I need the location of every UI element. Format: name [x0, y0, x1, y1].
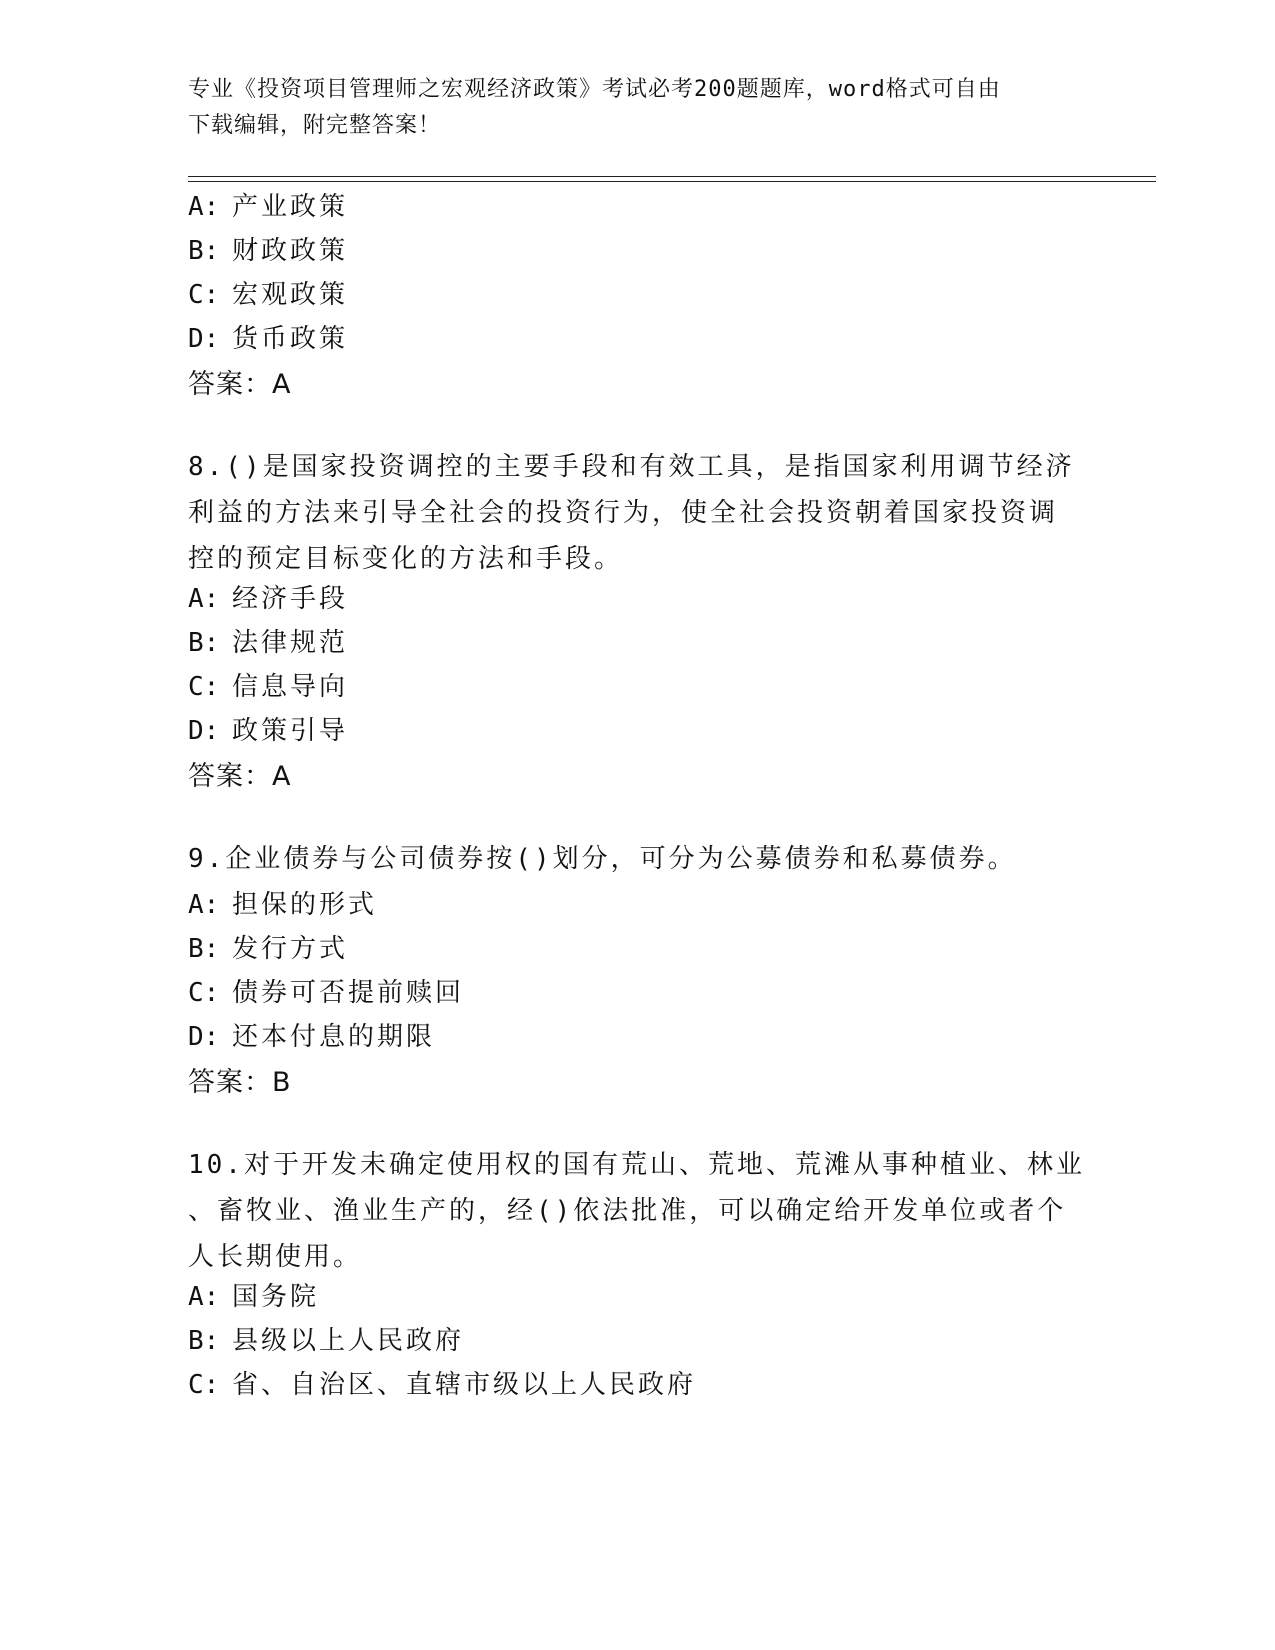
option-text: 省、自治区、直辖市级以上人民政府 [232, 1370, 697, 1400]
option-text: 产业政策 [232, 192, 349, 222]
q9-option-b [188, 928, 348, 965]
option-letter: B: [188, 236, 220, 266]
header-line-1: 专业《投资项目管理师之宏观经济政策》考试必考200题题库，word格式可自由 [188, 77, 1001, 102]
q8-option-b [188, 622, 348, 659]
q7-answer: 答案：A [188, 369, 292, 400]
q8-answer: 答案：A [188, 761, 292, 792]
option-text: 县级以上人民政府 [232, 1326, 465, 1356]
q9-option-a [188, 884, 377, 921]
option-letter: C: [188, 280, 220, 310]
option-letter: C: [188, 672, 220, 702]
option-letter: A: [188, 192, 220, 222]
q9-option-d [188, 1016, 435, 1053]
option-text: 法律规范 [232, 628, 349, 658]
header-line-2: 下载编辑，附完整答案！ [188, 113, 442, 138]
option-letter: D: [188, 716, 220, 746]
option-text: 宏观政策 [232, 280, 349, 310]
q10-option-a [188, 1276, 319, 1313]
stem-line: 9.企业债券与公司债券按()划分，可分为公募债券和私募债券。 [188, 844, 1017, 874]
q10-stem [188, 1142, 1088, 1280]
q8-option-d [188, 710, 348, 747]
option-text: 发行方式 [232, 934, 349, 964]
q7-option-d [188, 318, 348, 355]
q10-option-b [188, 1320, 464, 1357]
q8-stem [188, 444, 1088, 582]
option-letter: A: [188, 890, 220, 920]
q9-stem [188, 836, 1088, 882]
option-letter: A: [188, 584, 220, 614]
stem-line: 控的预定目标变化的方法和手段。 [188, 544, 624, 574]
q9-answer: 答案：B [188, 1067, 292, 1098]
q7-option-c [188, 274, 348, 311]
option-letter: B: [188, 628, 220, 658]
header-rule-bottom [188, 181, 1156, 182]
stem-line: 人长期使用。 [188, 1242, 363, 1272]
stem-line: 、畜牧业、渔业生产的，经()依法批准，可以确定给开发单位或者个 [188, 1196, 1067, 1226]
q7-option-b [188, 230, 348, 267]
option-text: 担保的形式 [232, 890, 378, 920]
q8-option-c [188, 666, 348, 703]
option-letter: C: [188, 1370, 220, 1400]
option-text: 政策引导 [232, 716, 349, 746]
q10-option-c [188, 1364, 696, 1401]
option-text: 信息导向 [232, 672, 349, 702]
option-letter: D: [188, 1022, 220, 1052]
option-text: 国务院 [232, 1282, 320, 1312]
document-header [188, 72, 1068, 144]
stem-line: 8.()是国家投资调控的主要手段和有效工具，是指国家利用调节经济 [188, 452, 1075, 482]
option-letter: D: [188, 324, 220, 354]
q9-option-c [188, 972, 464, 1009]
option-text: 财政政策 [232, 236, 349, 266]
option-letter: B: [188, 934, 220, 964]
option-text: 货币政策 [232, 324, 349, 354]
q7-option-a [188, 186, 348, 223]
option-letter: C: [188, 978, 220, 1008]
option-letter: B: [188, 1326, 220, 1356]
option-text: 债券可否提前赎回 [232, 978, 465, 1008]
stem-line: 10.对于开发未确定使用权的国有荒山、荒地、荒滩从事种植业、林业 [188, 1150, 1085, 1180]
option-text: 还本付息的期限 [232, 1022, 436, 1052]
stem-line: 利益的方法来引导全社会的投资行为，使全社会投资朝着国家投资调 [188, 498, 1059, 528]
header-rule-top [188, 176, 1156, 177]
q8-option-a [188, 578, 348, 615]
option-letter: A: [188, 1282, 220, 1312]
option-text: 经济手段 [232, 584, 349, 614]
